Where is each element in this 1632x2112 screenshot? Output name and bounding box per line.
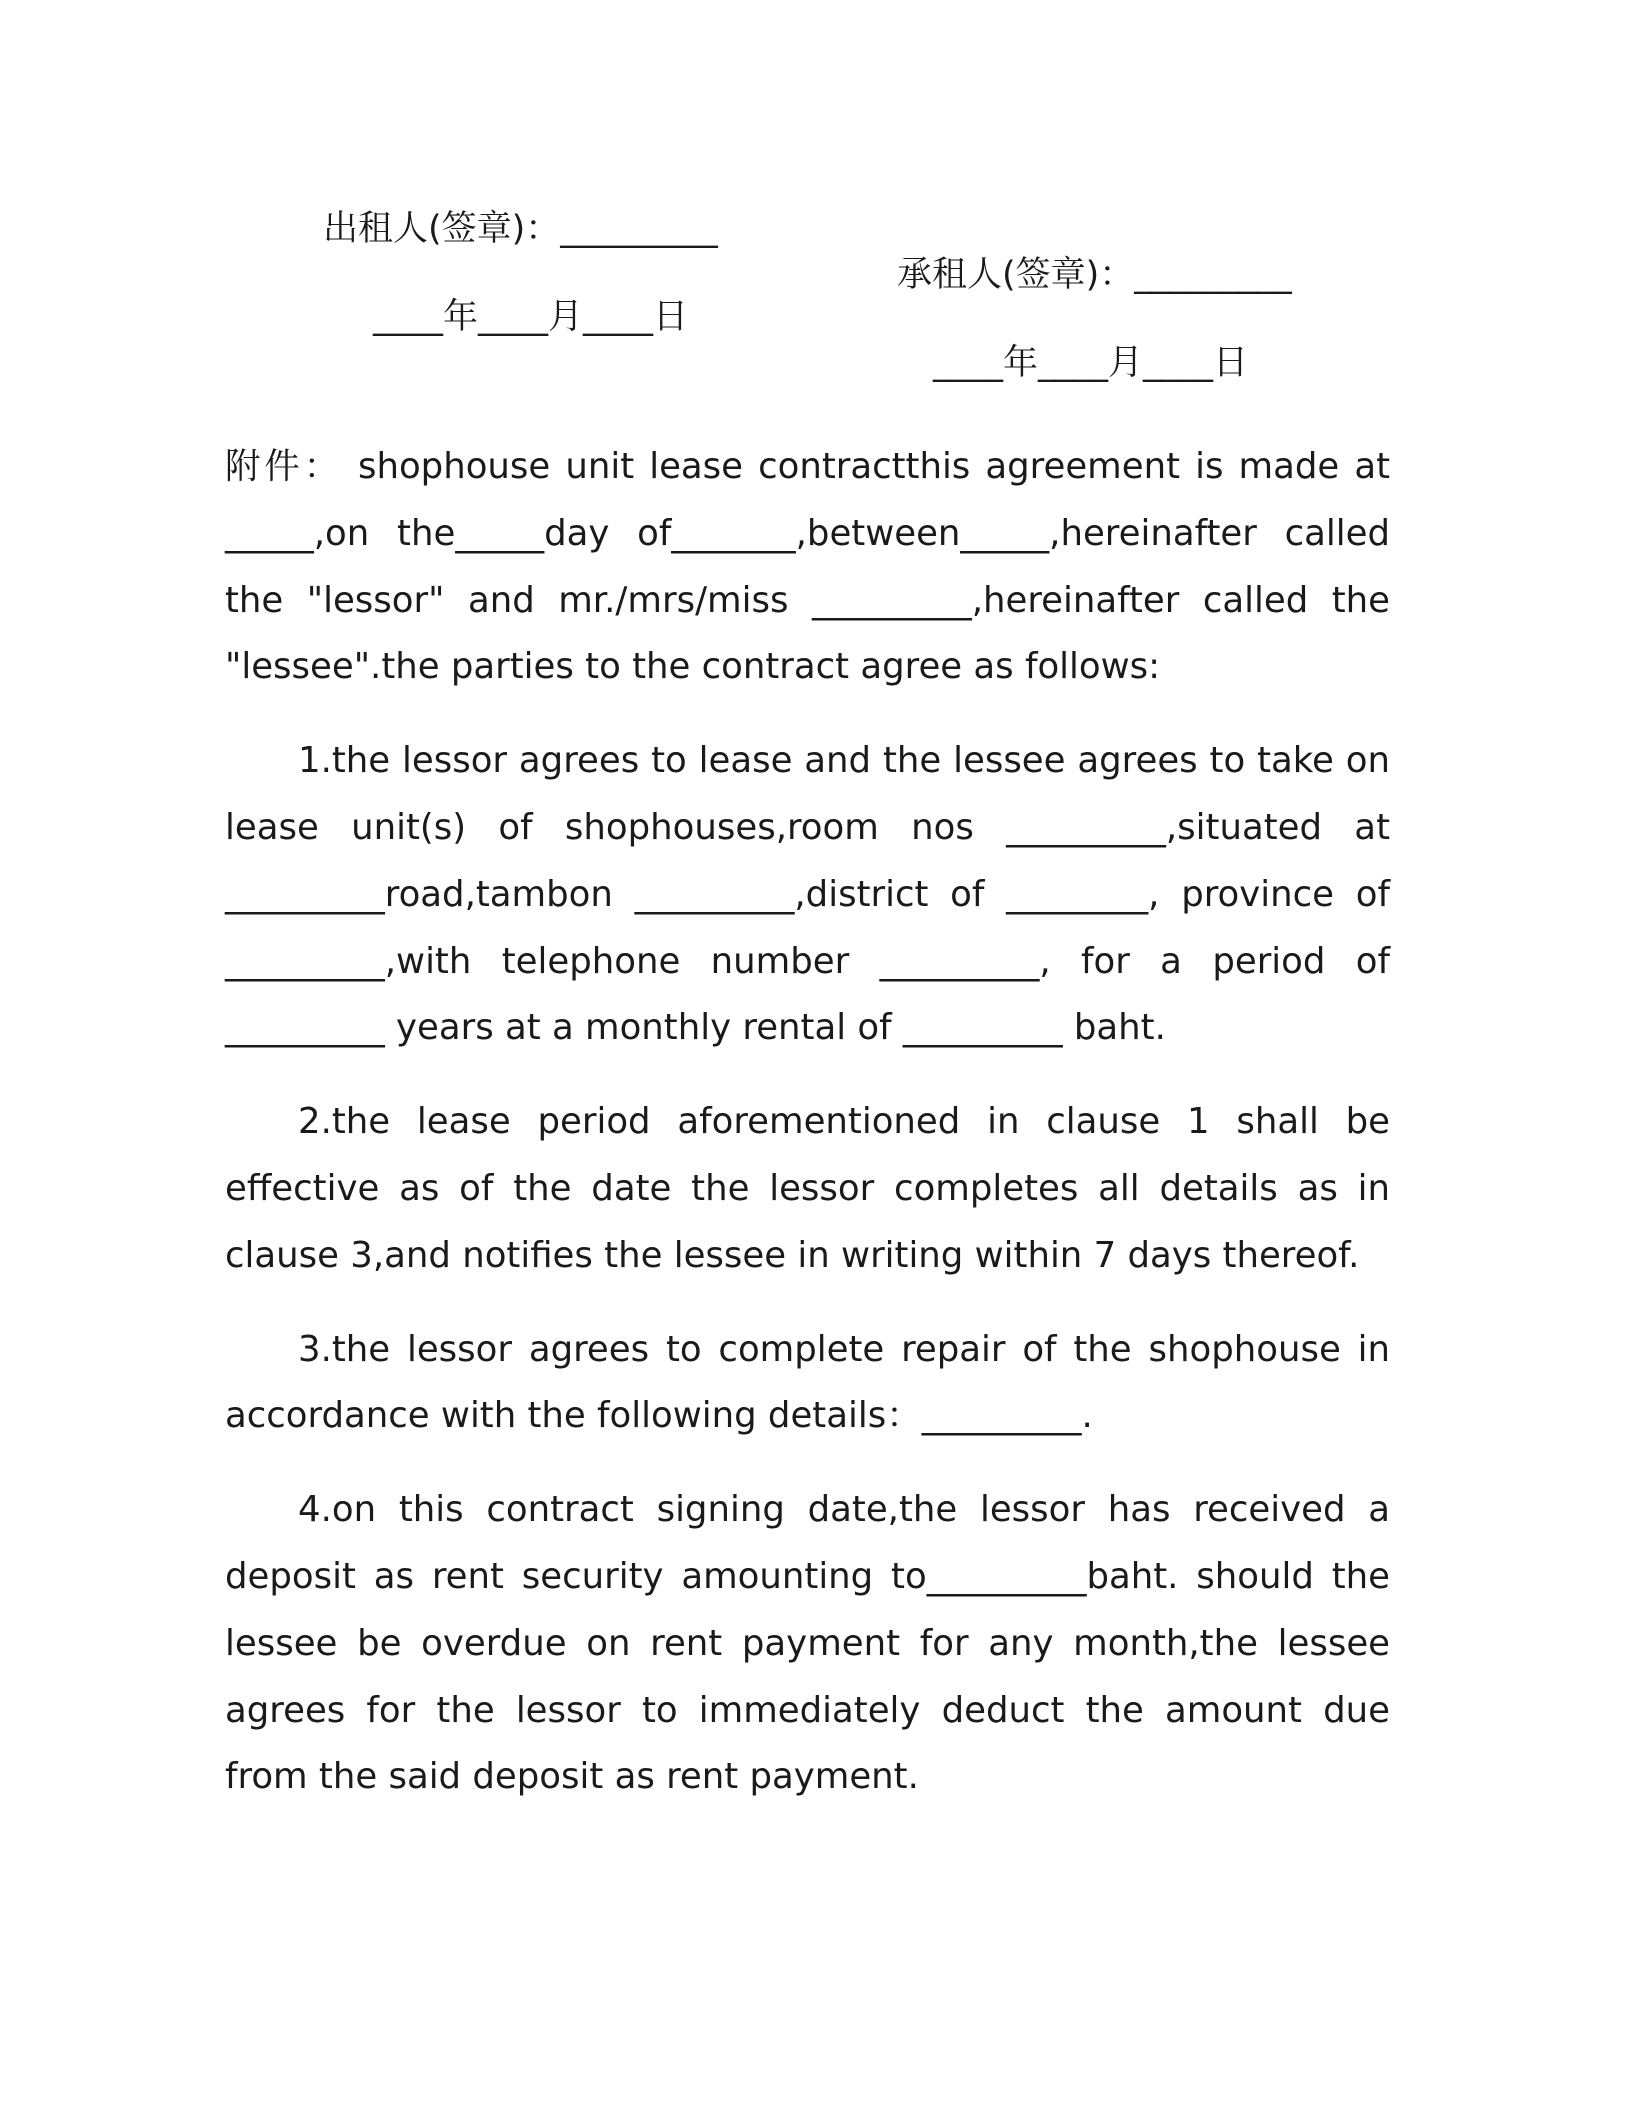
lessee-signature-line: 承租人(签章)：_________ <box>897 255 1292 295</box>
contract-body <box>225 434 1390 1811</box>
lessor-signature-line: 出租人(签章)：_________ <box>323 209 718 249</box>
lessor-date-line: ____年____月____日 <box>373 297 689 337</box>
date-row <box>0 248 1632 432</box>
clause-3-paragraph: 3.the lessor agrees to complete repair of the shophouse in accordance with the following details：_________. <box>225 1328 1390 1437</box>
clause-1-paragraph: 1.the lessor agrees to lease and the lessee agrees to take on lease unit(s) of shophouses,room nos _________,situated at _________road,tambon _________,district of ________, province of _________,with telephone number _________, for a period of _________ years at a monthly rental of _________ baht. <box>225 740 1390 1049</box>
lessee-date-line: ____年____月____日 <box>933 343 1249 383</box>
clause-2-paragraph: 2.the lease period aforementioned in clause 1 shall be effective as of the date the lessor completes all details as in clause 3,and notifies the lessee in writing within 7 days thereof. <box>225 1101 1390 1276</box>
clause-4-paragraph: 4.on this contract signing date,the lessor has received a deposit as rent security amounting to_________baht. should the lessee be overdue on rent payment for any month,the lessee agrees for the lessor to immediately deduct the amount due from the said deposit as rent payment. <box>225 1489 1390 1798</box>
attachment-intro-paragraph: 附件： shophouse unit lease contractthis agreement is made at _____,on the_____day of_______,between_____,hereinafter called the "lessor" and mr./mrs/miss _________,hereinafter called the "lessee".the parties to the contract agree as follows: <box>225 446 1390 688</box>
